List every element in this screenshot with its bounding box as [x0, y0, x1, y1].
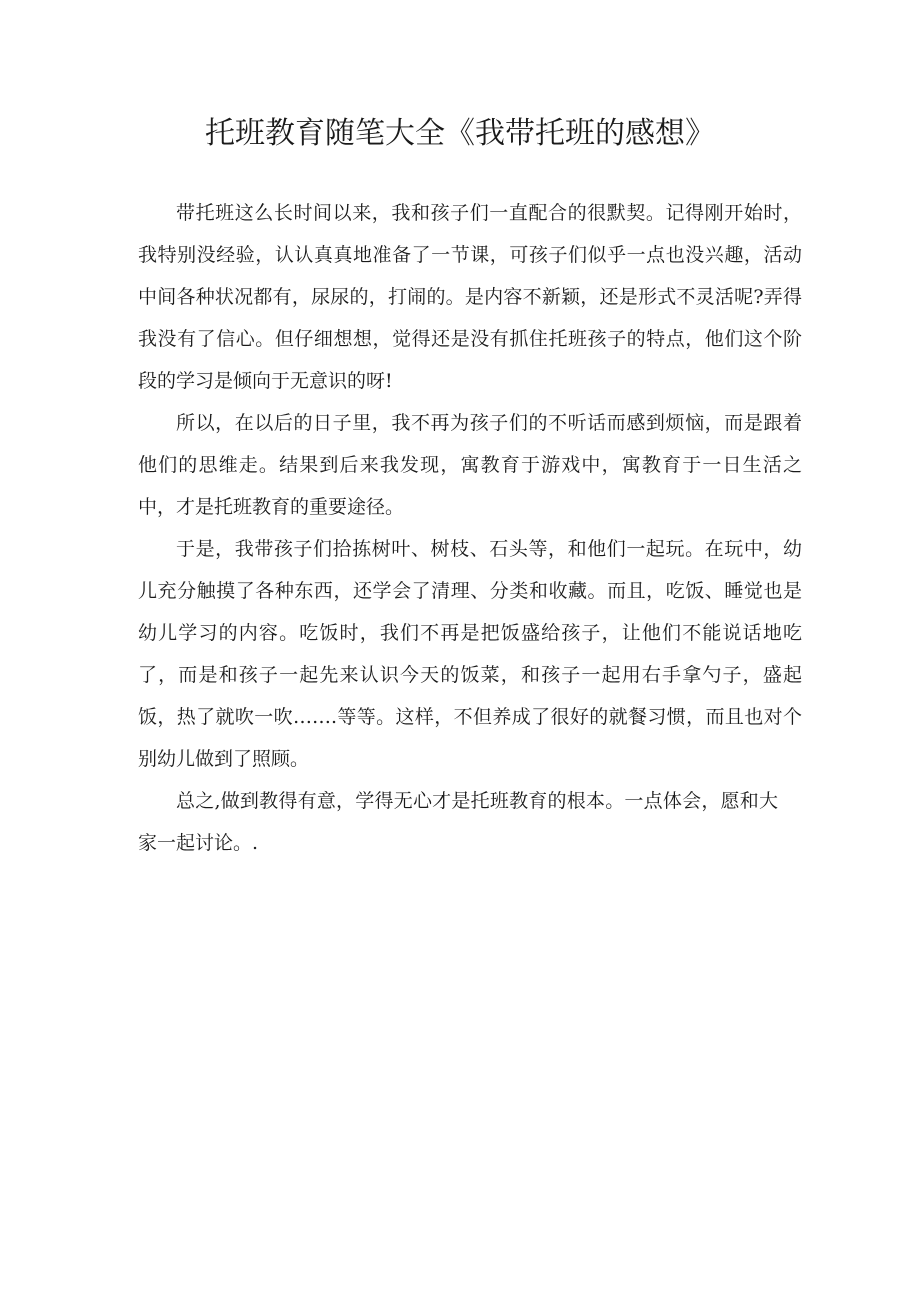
- paragraph-2: 所以，在以后的日子里，我不再为孩子们的不听话而感到烦恼，而是跟着他们的思维走。结果到后来我发现，寓教育于游戏中，寓教育于一日生活之中，才是托班教育的重要途径。: [138, 412, 802, 518]
- paragraph-3: 于是，我带孩子们拾拣树叶、树枝、石头等，和他们一起玩。在玩中，幼儿充分触摸了各种东西，还学会了清理、分类和收藏。而且，吃饭、睡觉也是幼儿学习的内容。吃饭时，我们不再是把饭盛给孩子，让他们不能说话地吃了，而是和孩子一起先来认识今天的饭菜，和孩子一起用右手拿勺子，盛起饭，热了就吹一吹…….等等。这样，不但养成了很好的就餐习惯，而且也对个别幼儿做到了照顾。: [138, 538, 802, 770]
- document-title: 托班教育随笔大全《我带托班的感想》: [205, 116, 715, 151]
- paragraph-1: 带托班这么长时间以来，我和孩子们一直配合的很默契。记得刚开始时，我特别没经验，认认真真地准备了一节课，可孩子们似乎一点也没兴趣，活动中间各种状况都有，尿尿的，打闹的。是内容不新颖，还是形式不灵活呢?弄得我没有了信心。但仔细想想，觉得还是没有抓住托班孩子的特点，他们这个阶段的学习是倾向于无意识的呀!: [138, 202, 802, 392]
- paragraph-4: 总之,做到教得有意，学得无心才是托班教育的根本。一点体会，愿和大家一起讨论。.: [138, 790, 778, 854]
- document-body: [138, 192, 802, 864]
